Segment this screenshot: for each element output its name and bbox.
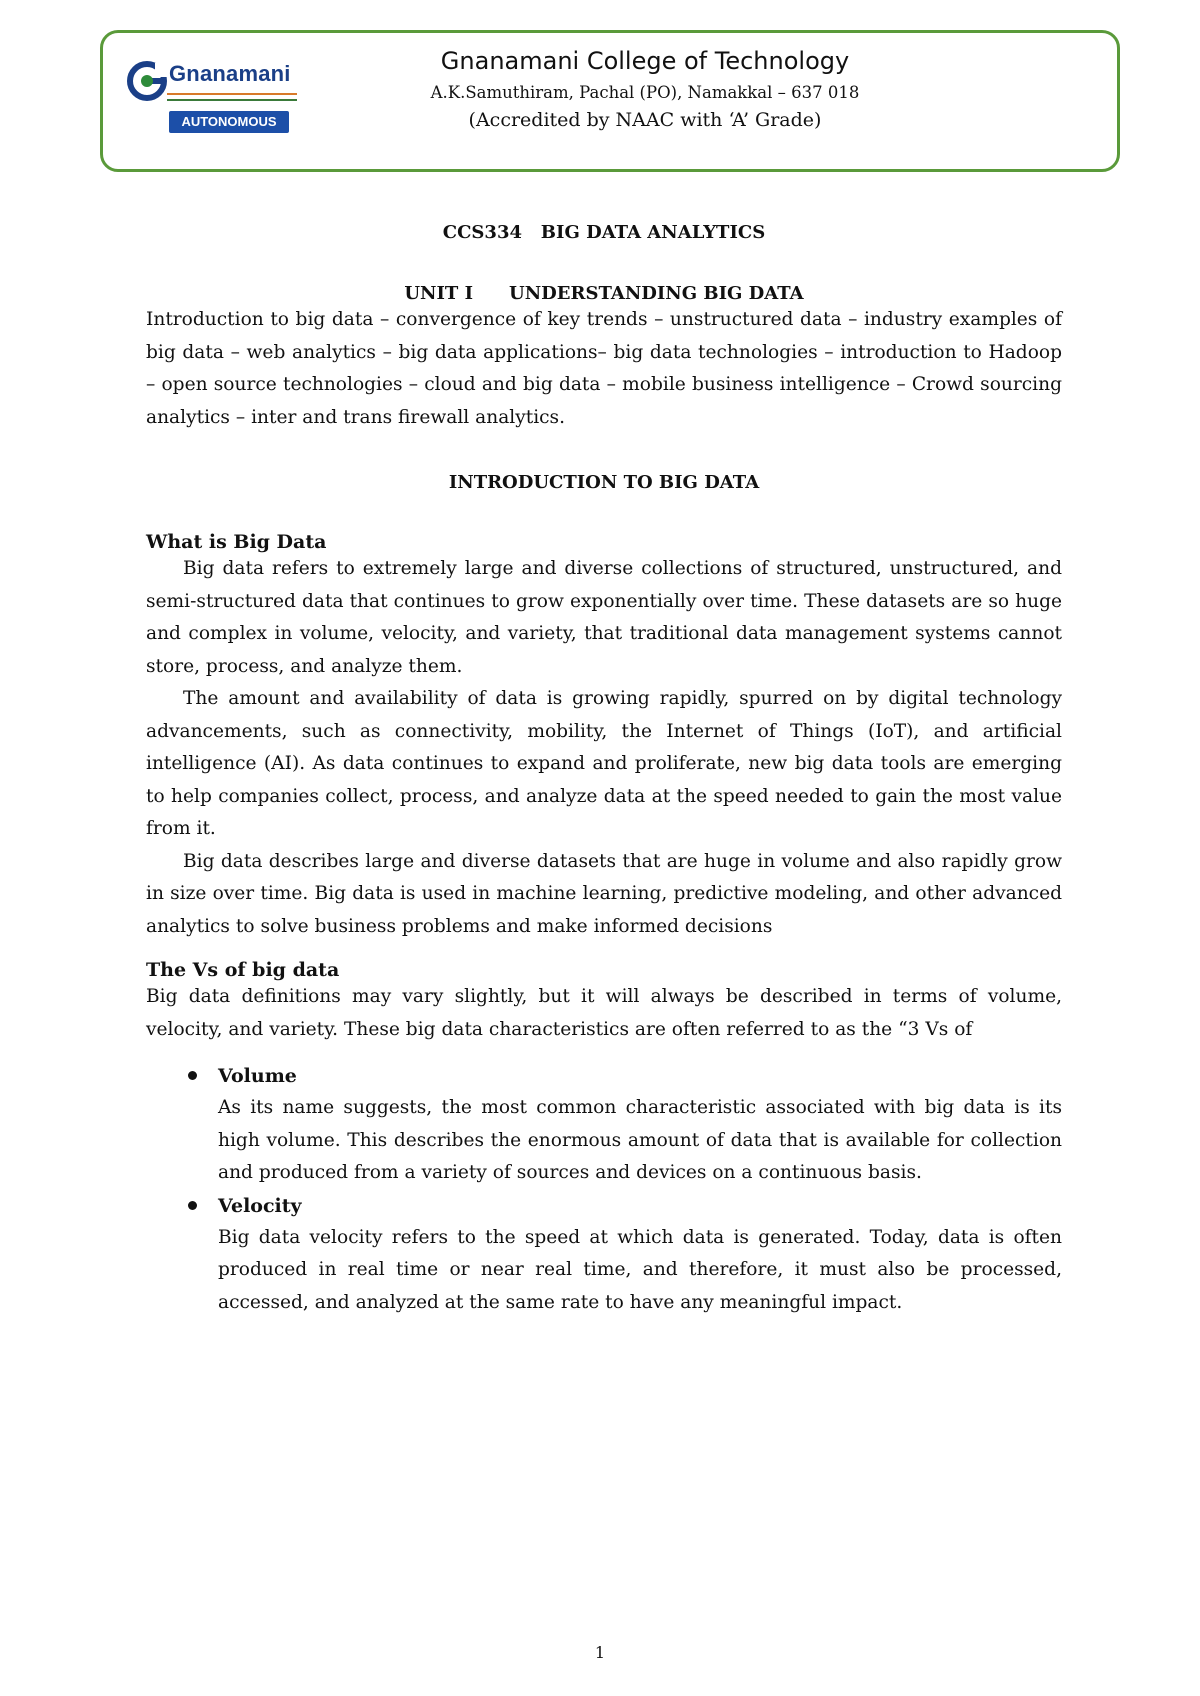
list-item-title: Volume xyxy=(218,1065,297,1087)
list-item-title: Velocity xyxy=(218,1194,302,1217)
paragraph-vs-intro: Big data definitions may vary slightly, but it will always be described in terms of volume, velocity, and variety. These big data characteristics are often referred to as the “3 Vs of xyxy=(146,986,1062,1040)
paragraph: Big data refers to extremely large and diverse collections of structured, unstructured, and semi-structured data that continues to grow exponentially over time. These datasets are so huge and complex in volume, velocity, and variety, that traditional data management systems cannot store, process, and analyze them. xyxy=(146,558,1062,677)
college-accreditation: (Accredited by NAAC with ‘A’ Grade) xyxy=(468,109,822,131)
unit-heading xyxy=(146,283,1062,304)
list-item xyxy=(146,1190,1062,1320)
subheading-vs-of-big-data: The Vs of big data xyxy=(146,959,340,981)
subheading-what-is-big-data: What is Big Data xyxy=(146,531,327,553)
page-number: 1 xyxy=(594,1643,606,1662)
unit-label: UNIT I xyxy=(404,283,473,304)
unit-title: UNDERSTANDING BIG DATA xyxy=(509,283,804,304)
logo-text: Gnanamani xyxy=(169,61,291,86)
list-item xyxy=(146,1060,1062,1190)
autonomous-badge: AUTONOMOUS xyxy=(169,111,289,133)
section-heading-intro: INTRODUCTION TO BIG DATA xyxy=(448,472,760,493)
document-body xyxy=(146,210,1062,1319)
course-title: CCS334 BIG DATA ANALYTICS xyxy=(442,222,766,243)
college-header xyxy=(100,30,1120,172)
college-name: Gnanamani College of Technology xyxy=(440,47,850,75)
bullet-icon xyxy=(188,1071,197,1080)
unit-syllabus: Introduction to big data – convergence of key trends – unstructured data – industry examples of big data – web analytics – big data applications– big data technologies – introduction to Hadoop – open source technologies – cloud and big data – mobile business intelligence – Crowd sourcing analytics – inter and trans firewall analytics. xyxy=(146,309,1062,428)
bullet-icon xyxy=(188,1201,197,1210)
list-item-text: Big data velocity refers to the speed at which data is generated. Today, data is often produced in real time or near real time, and therefore, it must also be processed, accessed, and analyzed at the same rate to have any meaningful impact. xyxy=(218,1226,1062,1313)
paragraph: The amount and availability of data is growing rapidly, spurred on by digital technology advancements, such as connectivity, mobility, the Internet of Things (IoT), and artificial intelligence (AI). As data continues to expand and proliferate, new big data tools are emerging to help companies collect, process, and analyze data at the speed needed to gain the most value from it. xyxy=(146,688,1062,839)
list-item-text: As its name suggests, the most common characteristic associated with big data is its high volume. This describes the enormous amount of data that is available for collection and produced from a variety of sources and devices on a continuous basis. xyxy=(218,1097,1062,1183)
vs-list xyxy=(146,1060,1062,1319)
college-address: A.K.Samuthiram, Pachal (PO), Namakkal – 637 018 xyxy=(430,83,860,102)
paragraph: Big data describes large and diverse datasets that are huge in volume and also rapidly grow in size over time. Big data is used in machine learning, predictive modeling, and other advanced analytics to solve business problems and make informed decisions xyxy=(146,850,1062,937)
